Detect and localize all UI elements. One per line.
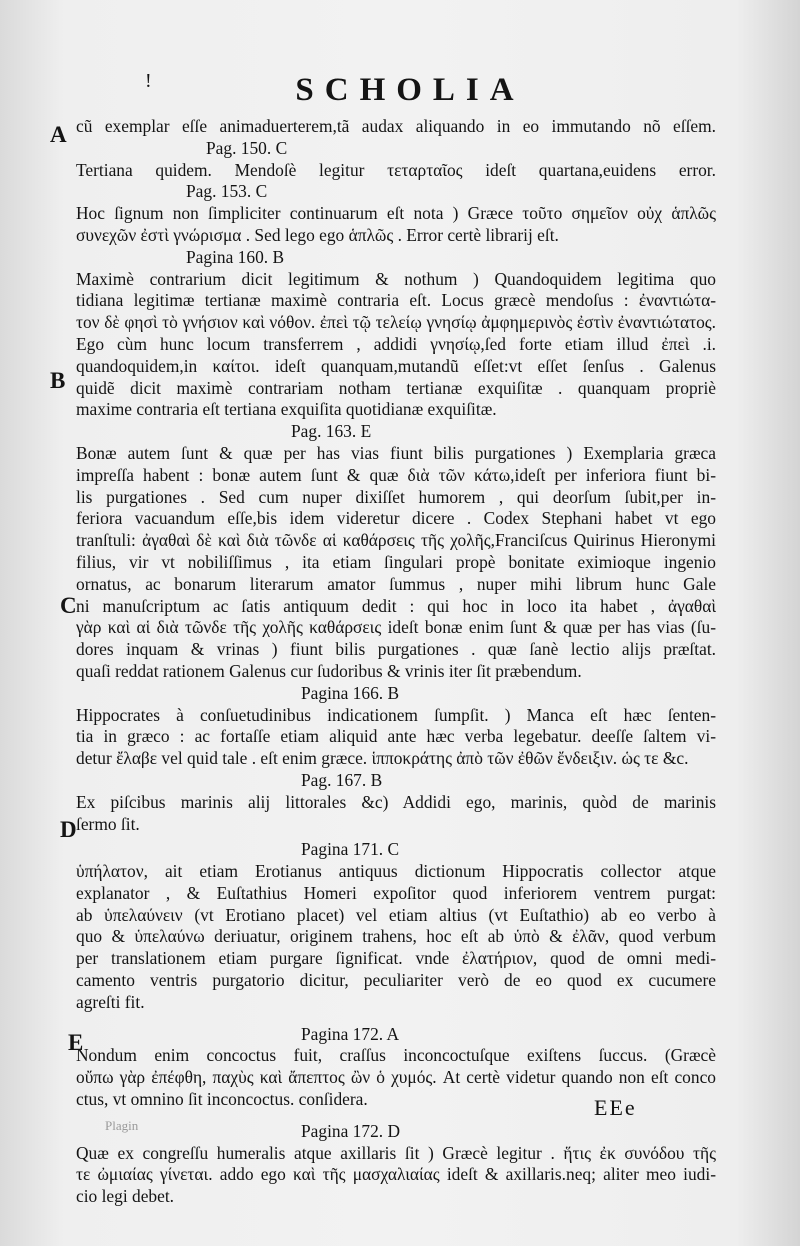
text-line: camento ventris purgatorio dicitur, peculiariter verò de eo quod ex cucumere — [76, 970, 716, 991]
top-mark: ! — [145, 70, 152, 92]
text-line: tidiana legitimæ tertianæ maximè contraria eſt. Locus græcè mendoſus : ἐναντιώτα- — [76, 290, 716, 311]
section-heading: Pagina 160. B — [186, 246, 285, 267]
text-line: filius, vir vt nobiliſſimus , ita etiam ſingulari propè bonitate eximioque ingenio — [76, 551, 716, 572]
text-line: lis purgationes . Sed cum nuper dixiſſet humorem , qui deorſum ſubit,per in- — [76, 486, 716, 507]
text-line: quo & ὑπελαύνω deriuatur, originem trahens, hoc eſt ab ὑπὸ & ἐλᾶν, quod verbum — [76, 926, 716, 947]
section-7 — [76, 839, 716, 1013]
commentary-text — [76, 116, 716, 1208]
section-3 — [76, 247, 716, 421]
text-line: tia in græco : ac fortaſſe etiam aliquid ante hæc verba legebatur. deeſſe ſaltem vi- — [76, 726, 716, 747]
section-4 — [76, 421, 716, 683]
text-line: detur ἔλαβε vel quid tale . eſt enim græce. ἱπποκράτης ἀπὸ τῶν ἐθῶν ἔνδειξιν. ὡς τε &c. — [76, 748, 689, 769]
section-heading: Pag. 167. B — [301, 769, 383, 790]
section-heading: Pag. 163. E — [291, 421, 372, 442]
text-line: ὑπήλατον, ait etiam Erotianus antiquus dictionum Hippocratis collector atque — [76, 861, 716, 882]
text-line: γὰρ καὶ αἱ διὰ τῶνδε τῆς χολῆς καθάρσεις ideſt bonæ enim ſunt & quæ per has vias (ſu- — [76, 617, 716, 638]
section-6 — [76, 770, 716, 835]
text-line: maxime contraria eſt tertiana exquiſita quotidianæ exquiſitæ. — [76, 399, 497, 420]
margin-letter-a: A — [50, 122, 67, 147]
margin-letter-c: C — [60, 593, 77, 618]
text-line: cio legi debet. — [76, 1186, 175, 1207]
text-line: tranſtuli: ἀγαθαὶ δὲ καὶ διὰ τῶνδε αἱ καθάρσεις τῆς χολῆς,Franciſcus Quirinus Hieronymi — [76, 530, 716, 551]
text-line: per translationem etiam purgare ſignificat. vnde ἐλατήριον, quod de omni medi- — [76, 948, 716, 969]
text-line: Hippocrates à conſuetudinibus indicationem ſumpſit. ) Manca eſt hæc ſenten- — [76, 704, 716, 725]
section-heading: Pag. 153. C — [186, 181, 268, 202]
text-line: quidẽ dicit maximè contrariam notham tertianæ exquiſitæ . quanquam propriè — [76, 377, 716, 398]
section-heading: Pagina 166. B — [301, 682, 400, 703]
margin-letter-b: B — [50, 368, 66, 393]
text-line: ctus, vt omnino ſit inconcoctus. conſidera. — [76, 1089, 368, 1110]
text-line: Quæ ex congreſſu humeralis atque axillaris ſit ) Græcè legitur . ἥτις ἐκ συνόδου τῆς — [76, 1142, 716, 1163]
text-line: τε ὠμιαίας γίνεται. addo ego καὶ τῆς μασχαλιαίας ideſt & axillaris.neq; aliter meo iudi- — [76, 1164, 716, 1185]
section-2 — [76, 181, 716, 246]
text-line: Ego cùm hunc locum transferrem , addidi γνησίῳ,ſed forte etiam illud ἐπεὶ .i. — [76, 333, 716, 354]
section-heading: Pagina 171. C — [301, 839, 400, 860]
text-line: ornatus, ac bonarum literarum amator ſummus , nuper mihi librum hunc Gale — [76, 573, 716, 594]
running-header: SCHOLIA — [295, 72, 525, 108]
text-line: ſermo ſit. — [76, 813, 140, 834]
section-1 — [76, 138, 716, 182]
section-9 — [76, 1121, 716, 1208]
text-line: quaſi reddat rationem Galenus cur ſudoribus & vrinis iter ſit præbendum. — [76, 660, 582, 681]
section-0 — [76, 116, 716, 138]
text-line: Maximè contrarium dicit legitimum & nothum ) Quandoquidem legitima quo — [76, 268, 716, 289]
text-line: Tertiana quidem. Mendoſè legitur τεταρταῖος ideſt quartana,euidens error. — [76, 159, 716, 180]
text-line: Bonæ autem ſunt & quæ per has vias fiunt bilis purgationes ) Exemplaria græca — [76, 442, 716, 463]
text-line: dores inquam & vrinas ) fiunt bilis purgationes . quæ ſanè lectio alijs præſtat. — [76, 639, 716, 660]
section-heading: Pagina 172. D — [301, 1120, 401, 1141]
text-line: συνεχῶν ἐστὶ γνώρισμα . Sed lego ego ἁπλῶς . Error certè librarij eſt. — [76, 224, 559, 245]
text-line: Hoc ſignum non ſimpliciter continuarum eſt nota ) Græce τοῦτο σημεῖον οὐχ ἁπλῶς — [76, 203, 716, 224]
text-line: ab ὑπελαύνειν (vt Erotiano placet) vel etiam altius (vt Euſtathio) ab eo verbo à — [76, 904, 716, 925]
text-line: Ex piſcibus marinis alij littorales &c) Addidi ego, marinis, quòd de marinis — [76, 791, 716, 812]
text-line: explanator , & Euſtathius Homeri expoſitor quod inferiorem ventrem purgat: — [76, 882, 716, 903]
faint-bleed-through: Plagin — [105, 1118, 139, 1133]
text-line: Nondum enim concoctus fuit, craſſus inconcoctuſque exiſtens ſuccus. (Græcè — [76, 1045, 716, 1066]
text-line: τον δὲ φησὶ τὸ γνήσιον καὶ νόθον. ἐπεὶ τῷ τελείῳ γνησίῳ ἀμφημερινὸς ἐστὶν ἐναντιώτατος. — [76, 312, 716, 333]
text-line: impreſſa habent : bonæ autem ſunt & quæ διὰ τῶν κάτω,ideſt per inferiora fiunt bi- — [76, 464, 716, 485]
text-line: quandoquidem,in καίτοι. ideſt quanquam,mutandũ eſſet:vt eſſet ſenſus . Galenus — [76, 355, 716, 376]
section-heading: Pagina 172. A — [301, 1023, 400, 1044]
text-line: cũ exemplar eſſe animaduerterem,tã audax aliquando in eo immutando nõ eſſem. — [76, 116, 716, 136]
text-line: agreſti fit. — [76, 991, 145, 1012]
text-line: ni manuſcriptum ac ſatis antiquum dedit : qui hoc in loco ita habet , ἀγαθαὶ — [76, 595, 716, 616]
section-5 — [76, 683, 716, 770]
text-line: οὔπω γὰρ ἐπέφθη, παχὺς καὶ ἄπεπτος ὢν ὁ χυμός. At certè videtur quando non eſt conco — [76, 1067, 716, 1088]
catchword: EEe — [594, 1095, 637, 1120]
margin-letter-d: D — [60, 817, 77, 842]
margin-letter-e: E — [68, 1030, 84, 1055]
text-line: feriora vacuandum eſſe,bis idem videretur dicere . Codex Stephani habet vt ego — [76, 508, 716, 529]
section-heading: Pag. 150. C — [206, 137, 288, 158]
